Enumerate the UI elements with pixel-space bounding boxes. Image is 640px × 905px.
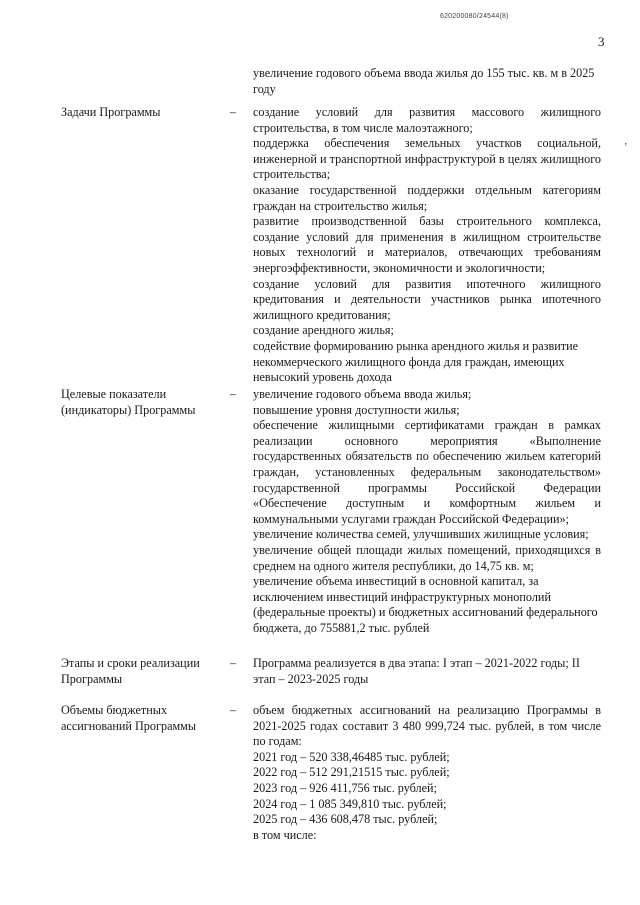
section-dash: – [230, 656, 237, 670]
budget-year-line: 2021 год – 520 338,46485 тыс. рублей; [253, 749, 450, 764]
page-number: 3 [598, 34, 605, 49]
paragraph: создание условий для развития массового жилищного строительства, в том числе малоэтажного; [253, 105, 601, 135]
paragraph: увеличение количества семей, улучшивших жилищные условия; [253, 527, 589, 542]
paragraph: увеличение годового объема ввода жилья; [253, 387, 472, 401]
section-label: Этапы и сроки реализации Программы [61, 656, 200, 686]
budget-year-line: 2024 год – 1 085 349,810 тыс. рублей; [253, 796, 447, 811]
paragraph: поддержка обеспечения земельных участков социальной, инженерной и транспортной инфраструктурой в целях жилищного строительства; [253, 136, 601, 182]
paragraph: обеспечение жилищными сертификатами граждан в рамках реализации основного мероприятия «Выполнение государственных обязательств по обеспечению жильем категорий граждан, установленных федеральным законодательством» государственной программы Российской Федерации «Обеспечение доступным и комфортным жильем и коммунальными услугами граждан Российской Федерации»; [253, 418, 601, 526]
paragraph: содействие формированию рынка арендного жилья и развитие некоммерческого жилищного фонда для граждан, имеющих невысокий уровень дохода [253, 338, 579, 385]
document-number: 620200080/24544(8) [440, 13, 509, 20]
section-dash: – [230, 703, 237, 717]
paragraph: создание арендного жилья; [253, 323, 394, 338]
paragraph: оказание государственной поддержки отдельным категориям граждан на строительство жилья; [253, 182, 601, 213]
paragraph: развитие производственной базы строительного комплекса, создание условий для применения в жилищном строительстве новых технологий и материалов, отвечающих требованиям энергоэффективности, экономичности и экологичности; [253, 214, 601, 275]
paragraph: Программа реализуется в два этапа: I этап – 2021-2022 годы; II этап – 2023-2025 годы [253, 656, 580, 686]
section-dash: – [230, 105, 237, 119]
paragraph: создание условий для развития ипотечного жилищного кредитования и деятельности участников рынка ипотечного жилищного кредитования; [253, 276, 601, 322]
section-label: Целевые показатели (индикаторы) Программы [61, 387, 196, 417]
budget-year-line: 2025 год – 436 608,478 тыс. рублей; [253, 812, 438, 827]
budget-year-line: 2023 год – 926 411,756 тыс. рублей; [253, 780, 437, 795]
section-content [253, 703, 601, 843]
paragraph: увеличение объема инвестиций в основной капитал, за исключением инвестиций инфраструктурных монополий (федеральные проекты) и бюджетных ассигнований федерального бюджета, до 755881,2 тыс. рублей [253, 574, 598, 635]
scan-mark: ʼ [624, 142, 628, 153]
budget-year-line: 2022 год – 512 291,21515 тыс. рублей; [253, 765, 450, 780]
paragraph: объем бюджетных ассигнований на реализацию Программы в 2021-2025 годах составит 3 480 999,724 тыс. рублей, в том числе по годам: [253, 703, 601, 749]
section-content [253, 105, 601, 386]
section-content [253, 387, 601, 637]
intro-text: увеличение годового объема ввода жилья до 155 тыс. кв. м в 2025 году [253, 66, 595, 96]
section-label: Объемы бюджетных ассигнований Программы [61, 703, 197, 733]
section-label: Задачи Программы [61, 105, 161, 119]
section-content [253, 656, 601, 687]
paragraph: увеличение общей площади жилых помещений, приходящихся в среднем на одного жителя республики, до 14,75 кв. м; [253, 542, 601, 573]
section-dash: – [230, 387, 237, 401]
paragraph: повышение уровня доступности жилья; [253, 402, 460, 417]
paragraph: в том числе: [253, 827, 317, 842]
